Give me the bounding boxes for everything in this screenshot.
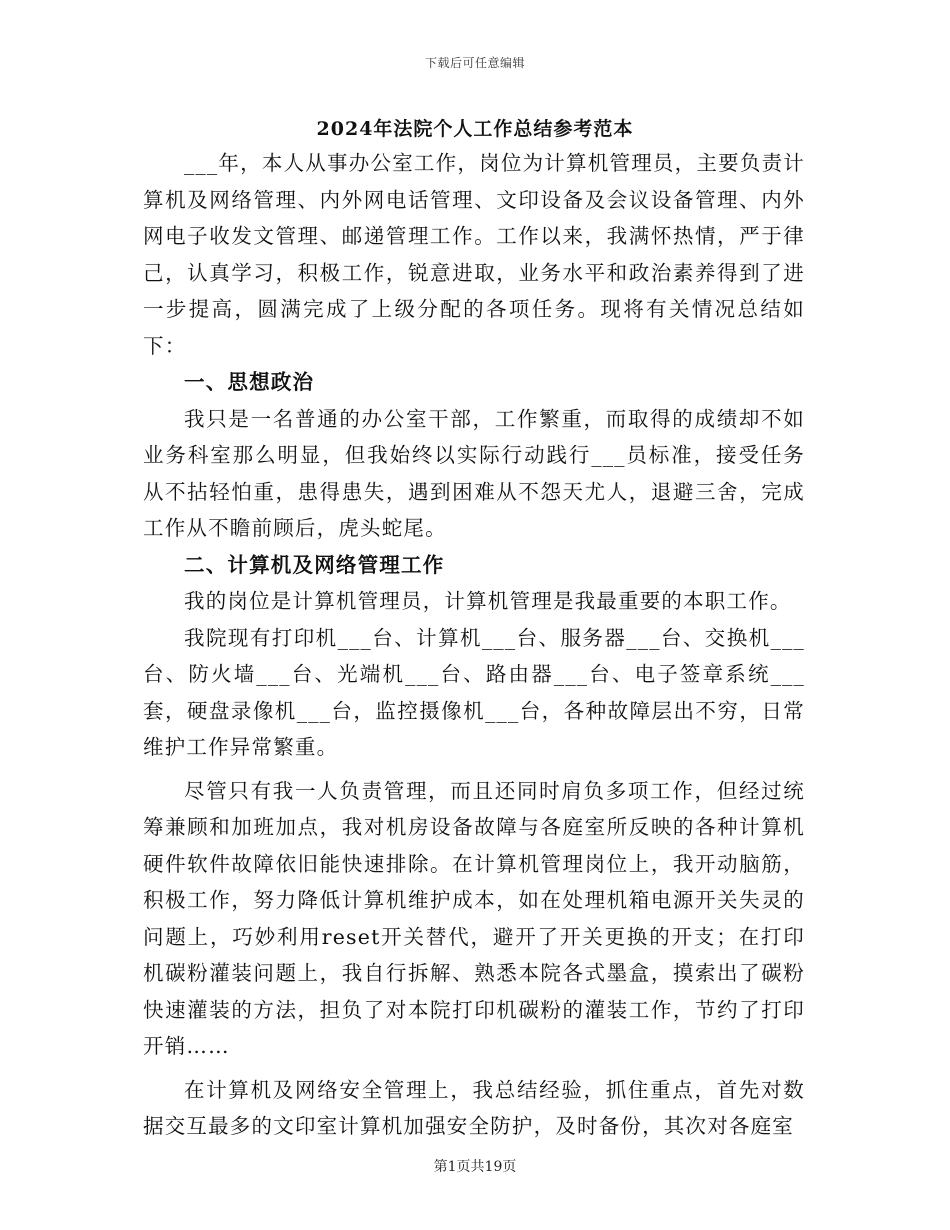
politics-paragraph: 我只是一名普通的办公室干部，工作繁重，而取得的成绩却不如业务科室那么明显，但我始终以实际行动践行___员标准，接受任务从不拈轻怕重，患得患失，遇到困难从不怨天尤人，退避三舍，完成工作从不瞻前顾后，虎头蛇尾。 [143, 406, 805, 540]
computer-role-paragraph: 我的岗位是计算机管理员，计算机管理是我最重要的本职工作。 [184, 589, 792, 613]
maintenance-paragraph: 尽管只有我一人负责管理，而且还同时肩负多项工作，但经过统筹兼顾和加班加点，我对机房设备故障与各庭室所反映的各种计算机硬件软件故障依旧能快速排除。在计算机管理岗位上，我开动脑筋，积极工作，努力降低计算机维护成本，如在处理机箱电源开关失灵的问题上，巧妙利用reset开关替代，避开了开关更换的开支；在打印机碳粉灌装问题上，我自行拆解、熟悉本院各式墨盒，摸索出了碳粉快速灌装的方法，担负了对本院打印机碳粉的灌装工作，节约了打印开销…… [143, 778, 805, 1058]
section-heading-politics: 一、思想政治 [184, 370, 315, 394]
header-note: 下载后可任意编辑 [424, 56, 525, 70]
section-heading-computer: 二、计算机及网络管理工作 [184, 552, 445, 577]
document-body [143, 145, 805, 1145]
page-footer: 第1页共19页 [433, 1159, 517, 1175]
document-title: 2024年法院个人工作总结参考范本 [316, 118, 634, 140]
intro-paragraph: ___年，本人从事办公室工作，岗位为计算机管理员，主要负责计算机及网络管理、内外网电话管理、文印设备及会议设备管理、内外网电子收发文管理、邮递管理工作。工作以来，我满怀热情，严于律己，认真学习，积极工作，锐意进取，业务水平和政治素养得到了进一步提高，圆满完成了上级分配的各项任务。现将有关情况总结如下： [143, 151, 805, 358]
equipment-paragraph: 我院现有打印机___台、计算机___台、服务器___台、交换机___台、防火墙___台、光端机___台、路由器___台、电子签章系统___套，硬盘录像机___台，监控摄像机___台，各种故障层出不穷，日常维护工作异常繁重。 [143, 625, 805, 759]
security-paragraph: 在计算机及网络安全管理上，我总结经验，抓住重点，首先对数据交互最多的文印室计算机加强安全防护，及时备份，其次对各庭室 [143, 1077, 805, 1138]
